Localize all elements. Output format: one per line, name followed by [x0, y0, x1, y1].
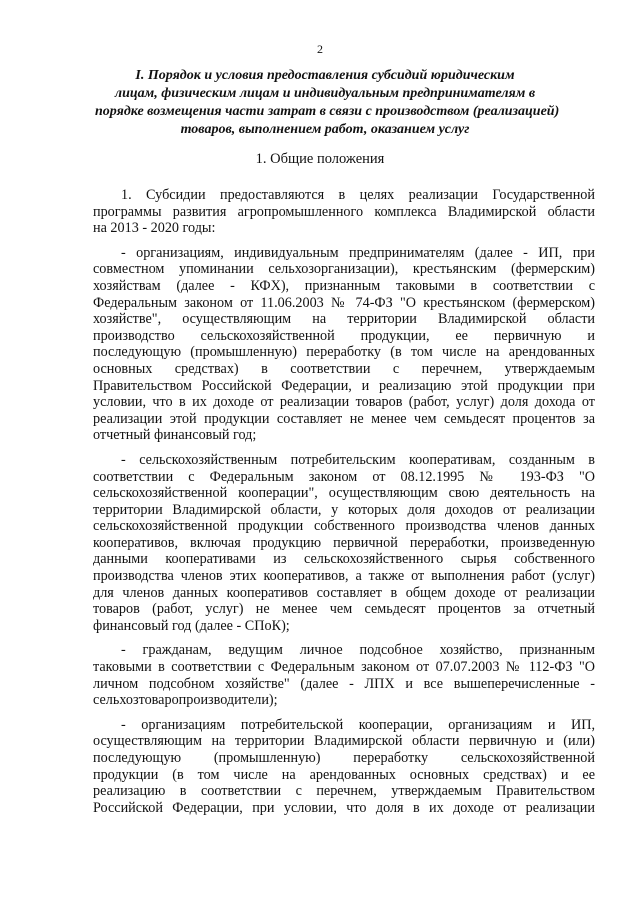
paragraph-line: личном подсобном хозяйстве" (далее - ЛПХ и все вышеперечисленные - — [93, 675, 595, 692]
paragraph-line: для членов данных кооперативов составляет в общем доходе от реализации — [93, 584, 595, 601]
section-heading — [95, 67, 560, 139]
paragraph-line: хозяйствам (далее - КФХ), признанным таковыми в соответствии с — [93, 277, 595, 294]
paragraph-line: реализации этой продукции составляет не менее чем семьдесят процентов за — [93, 410, 595, 427]
paragraph-line: сельскохозяйственной продукции собственного производства членов данных — [93, 518, 595, 535]
paragraph-line: отчетный финансовый год; — [93, 427, 257, 444]
paragraph-line: территории Владимирской области, у которых доля доходов от реализации — [93, 501, 595, 518]
paragraph-line: реализацию в соответствии с перечнем, утверждаемым Правительством — [93, 783, 595, 800]
paragraph-line: сельскохозяйственной кооперации", осуществляющим свою деятельность на — [93, 485, 595, 502]
paragraph-line: продукции (в том числе на арендованных основных средствах) и ее — [93, 766, 595, 783]
paragraph-line: условии, что в их доходе от реализации товаров (работ, услуг) доля дохода от — [93, 394, 595, 411]
paragraph-line: Правительством Российской Федерации, и реализацию этой продукции при — [93, 377, 595, 394]
paragraph-line: осуществляющим на территории Владимирской области первичную и (или) — [93, 733, 595, 750]
paragraph — [93, 245, 595, 444]
paragraph-line: последующую (промышленную) переработку сельскохозяйственной — [93, 750, 595, 766]
paragraph — [93, 187, 595, 237]
paragraph-line: программы развития агропромышленного комплекса Владимирской области — [93, 203, 595, 220]
heading-line: лицам, физическим лицам и индивидуальным предпринимателям в — [114, 86, 536, 101]
paragraph-line: Федеральным законом от 11.06.2003 № 74-ФЗ "О крестьянском (фермерском) — [93, 294, 595, 311]
heading-line: порядке возмещения части затрат в связи с производством (реализацией) — [95, 104, 560, 119]
subsection-title: 1. Общие положения — [255, 151, 385, 167]
paragraph — [93, 452, 595, 635]
paragraph — [93, 717, 595, 817]
paragraph-line: 1. Субсидии предоставляются в целях реализации Государственной — [121, 187, 595, 203]
paragraph-line: кооперативов, включая продукцию первичной переработки, произведенную — [93, 534, 595, 551]
paragraph-line: - сельскохозяйственным потребительским кооперативам, созданным в — [121, 451, 595, 468]
paragraph-line: таковыми в соответствии с Федеральным законом от 07.07.2003 № 112-ФЗ "О — [93, 659, 595, 676]
paragraph-line: соответствии с Федеральным законом от 08.12.1995 № 193-ФЗ "О — [93, 468, 595, 485]
paragraph-line: хозяйстве", осуществляющим на территории Владимирской области — [93, 311, 595, 328]
paragraph-line: последующую (промышленную) переработку (в том числе на арендованных — [93, 344, 595, 361]
paragraph — [93, 642, 595, 708]
paragraph-line: Российской Федерации, при условии, что доля в их доходе от реализации — [93, 799, 595, 816]
heading-line: товаров, выполнением работ, оказанием услуг — [180, 122, 470, 137]
heading-line: I. Порядок и условия предоставления субсидий юридическим — [135, 68, 515, 83]
paragraph-line: на 2013 - 2020 годы: — [93, 220, 216, 237]
paragraph-line: финансовый год (далее - СПоК); — [93, 617, 290, 634]
paragraph-line: - гражданам, ведущим личное подсобное хозяйство, признанным — [121, 642, 595, 659]
paragraph-line: производства членов этих кооперативов, а также от выполнения работ (услуг) — [93, 568, 595, 585]
paragraph-line: данными кооперативами из сельскохозяйственного сырья собственного — [93, 551, 595, 568]
paragraph-line: - организациям потребительской кооперации, организациям и ИП, — [121, 716, 595, 733]
paragraph-line: - организациям, индивидуальным предпринимателям (далее - ИП, при — [121, 244, 595, 261]
page-number: 2 — [317, 42, 323, 56]
paragraph-line: производство сельскохозяйственной продукции, ее первичную и — [93, 327, 595, 344]
paragraph-line: товаров (работ, услуг) не менее чем семьдесят процентов за отчетный — [93, 601, 595, 618]
paragraph-line: основных средствах) в соответствии с перечнем, утверждаемым — [93, 360, 595, 377]
document-body — [93, 187, 595, 824]
paragraph-line: сельхозтоваропроизводители); — [93, 692, 278, 709]
paragraph-line: совместном упоминании сельхозорганизации), крестьянским (фермерским) — [93, 261, 595, 278]
